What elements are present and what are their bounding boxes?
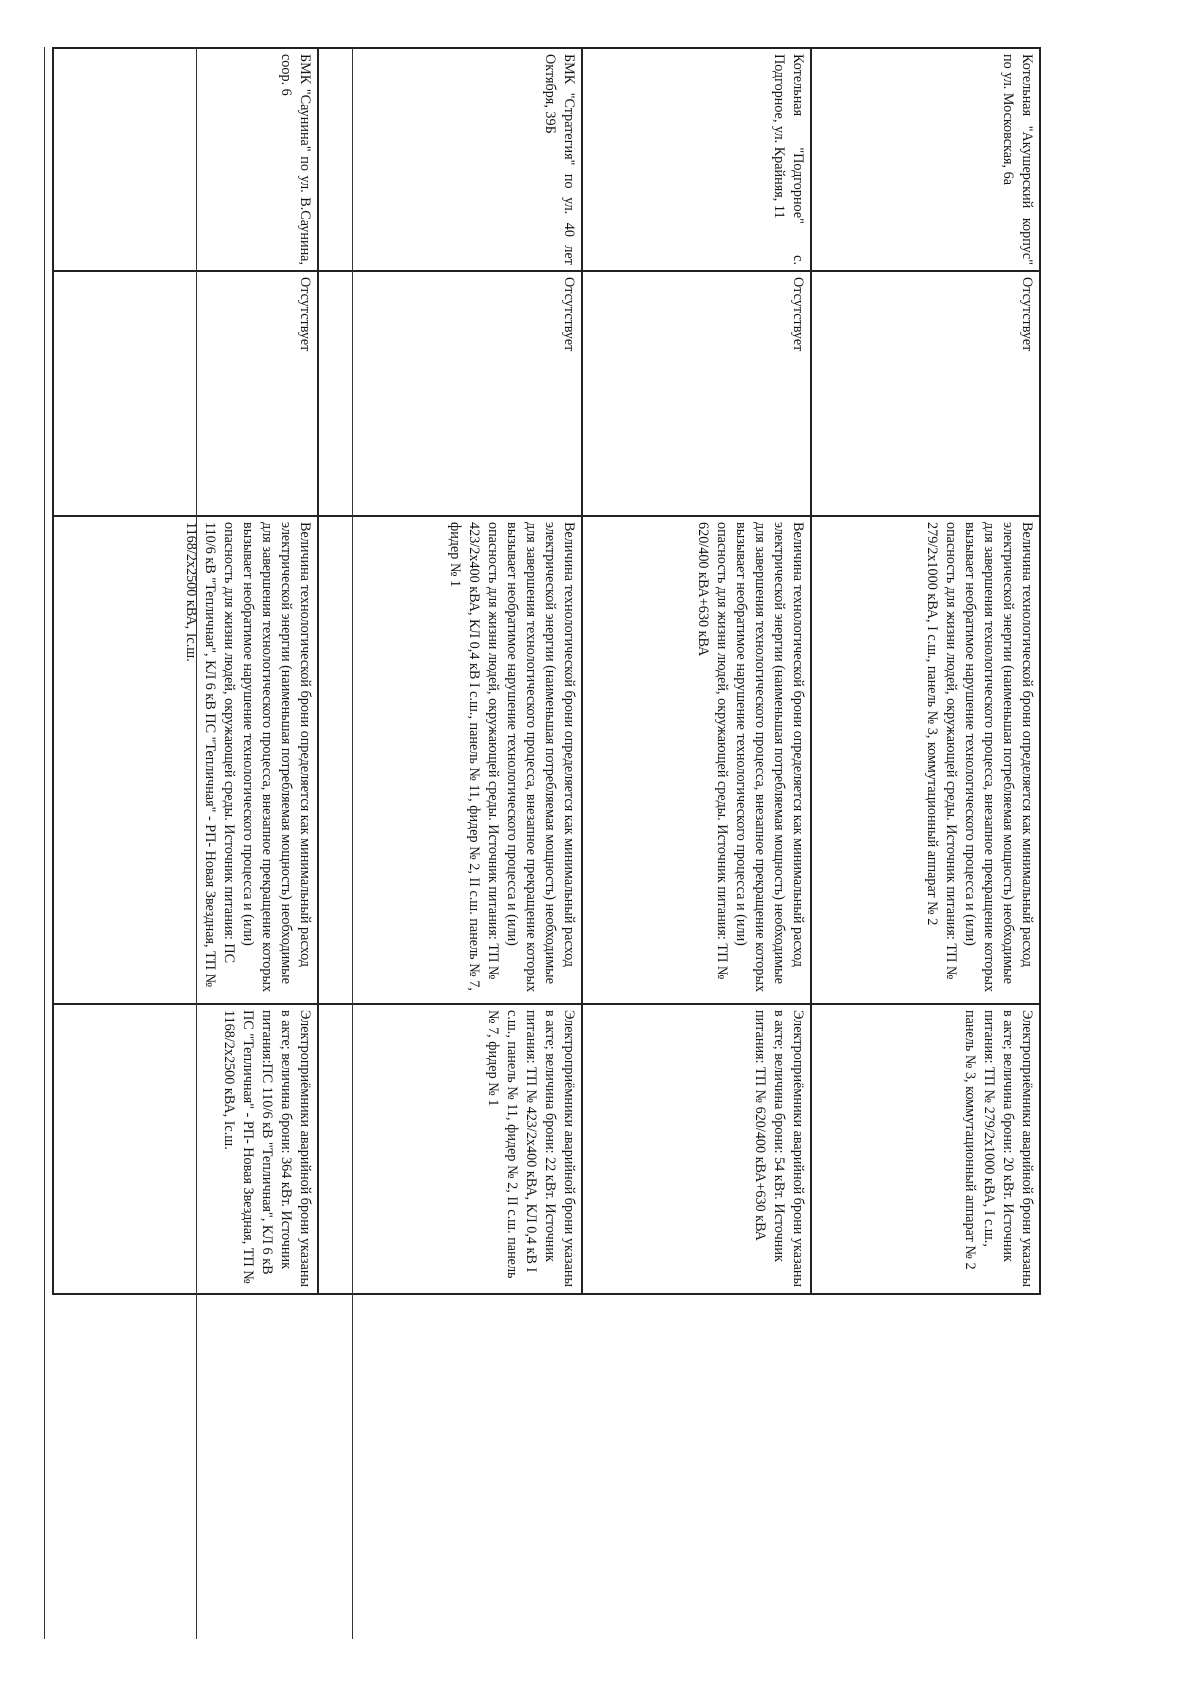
generator-cell: Отсутствует (53, 271, 318, 516)
table-row (582, 48, 811, 1294)
emergency-reserve-cell: Электроприёмники аварийной брони указаны в акте; величина брони: 22 кВт. Источник питания: ТП № 423/2х400 кВА, КЛ 0,4 кВ I с.ш., панель № 11, фидер № 2, II с.ш. панель № 7, фидер № 1 (318, 1004, 583, 1294)
table-row (53, 48, 318, 1294)
object-name-cell: Котельная "Подгорное" с. Подгорное, ул. Крайняя, 11 (582, 48, 811, 271)
blank-rule-line (196, 47, 197, 1639)
emergency-reserve-cell: Электроприёмники аварийной брони указаны в акте; величина брони: 54 кВт. Источник питания: ТП № 620/400 кВА+630 кВА (582, 1004, 811, 1294)
blank-rule-line (44, 47, 45, 1639)
object-name-cell: Котельная "Акушерский корпус" по ул. Московская, 6а (811, 48, 1040, 271)
generator-cell: Отсутствует (318, 271, 583, 516)
reserve-table-container (52, 47, 1041, 1293)
object-name-cell: БМК "Саунина" по ул. В.Саунина, соор. 6 (53, 48, 318, 271)
generator-cell: Отсутствует (811, 271, 1040, 516)
table-row (318, 48, 583, 1294)
emergency-reserve-cell: Электроприёмники аварийной брони указаны в акте; величина брони: 20 кВт. Источник питания: ТП № 279/2х1000 кВА, I с.ш., панель № 3, коммутационный аппарат № 2 (811, 1004, 1040, 1294)
blank-rule-line (352, 47, 353, 1639)
generator-cell: Отсутствует (582, 271, 811, 516)
table-row (811, 48, 1040, 1294)
object-name-cell: БМК "Стратегия" по ул. 40 лет Октября, 39Б (318, 48, 583, 271)
tech-reserve-cell: Величина технологической брони определяется как минимальный расход электрической энергии (наименьшая потребляемая мощность) необходимые для завершения технологического процесса, внезапное прекращение которых вызывает необратимое нарушение технологического процесса и (или) опасность для жизни людей, окружающей среды. Источник питания: ТП № 279/2х1000 кВА, I с.ш., панель № 3, коммутационный аппарат № 2 (811, 516, 1040, 1004)
tech-reserve-cell: Величина технологической брони определяется как минимальный расход электрической энергии (наименьшая потребляемая мощность) необходимые для завершения технологического процесса, внезапное прекращение которых вызывает необратимое нарушение технологического процесса и (или) опасность для жизни людей, окружающей среды. Источник питания: ТП № 423/2х400 кВА, КЛ 0,4 кВ I с.ш., панель № 11, фидер № 2, II с.ш. панель № 7, фидер № 1 (318, 516, 583, 1004)
power-reserve-table (52, 47, 1041, 1295)
tech-reserve-cell: Величина технологической брони определяется как минимальный расход электрической энергии (наименьшая потребляемая мощность) необходимые для завершения технологического процесса, внезапное прекращение которых вызывает необратимое нарушение технологического процесса и (или) опасность для жизни людей, окружающей среды. Источник питания: ТП № 620/400 кВА+630 кВА (582, 516, 811, 1004)
tech-reserve-cell: Величина технологической брони определяется как минимальный расход электрической энергии (наименьшая потребляемая мощность) необходимые для завершения технологического процесса, внезапное прекращение которых вызывает необратимое нарушение технологического процесса и (или) опасность для жизни людей, окружающей среды. Источник питания: ПС 110/6 кВ "Тепличная", КЛ 6 кВ ПС "Тепличная" - РП- Новая Звездная, ТП № 1168/2х2500 кВА, Iс.ш. (53, 516, 318, 1004)
emergency-reserve-cell: Электроприёмники аварийной брони указаны в акте; величина брони: 364 кВт. Источник питания:ПС 110/6 кВ "Тепличная", КЛ 6 кВ ПС "Тепличная" - РП- Новая Звездная, ТП № 1168/2х2500 кВА, Iс.ш. (53, 1004, 318, 1294)
